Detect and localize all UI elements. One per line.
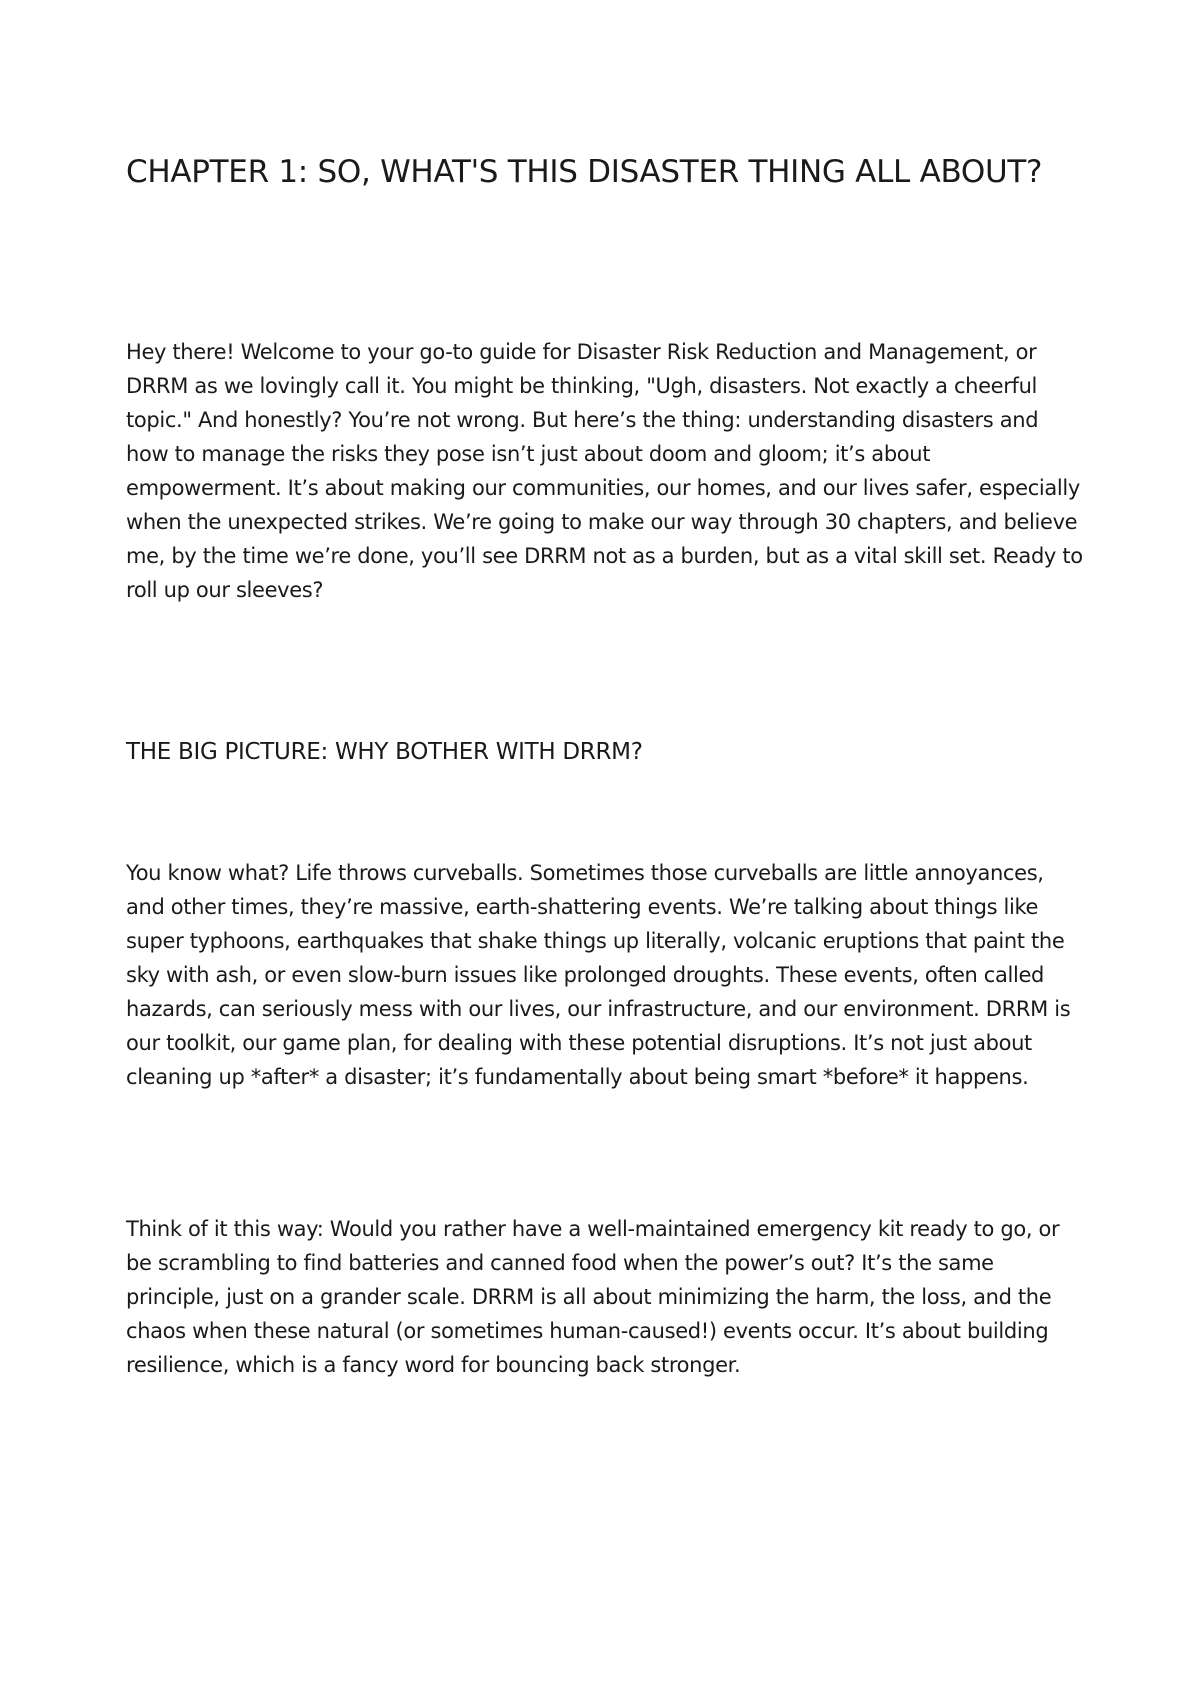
section-heading: THE BIG PICTURE: WHY BOTHER WITH DRRM? [126,739,643,765]
section-paragraph-2: Think of it this way: Would you rather have a well-maintained emergency kit ready to go, or be scrambling to find batteries and canned food when the power’s out? It’s the same principle, just on a grander scale. DRRM is all about minimizing the harm, the loss, and the chaos when these natural (or sometimes human-caused!) events occur. It’s about building resilience, which is a fancy word for bouncing back stronger. [126,1217,1060,1377]
chapter-title: CHAPTER 1: SO, WHAT'S THIS DISASTER THING ALL ABOUT? [126,154,1043,190]
intro-paragraph: Hey there! Welcome to your go-to guide for Disaster Risk Reduction and Management, or DRRM as we lovingly call it. You might be thinking, "Ugh, disasters. Not exactly a cheerful topic." And honestly? You’re not wrong. But here’s the thing: understanding disasters and how to manage the risks they pose isn’t just about doom and gloom; it’s about empowerment. It’s about making our communities, our homes, and our lives safer, especially when the unexpected strikes. We’re going to make our way through 30 chapters, and believe me, by the time we’re done, you’ll see DRRM not as a burden, but as a vital skill set. Ready to roll up our sleeves? [126,340,1083,602]
section-paragraph-1: You know what? Life throws curveballs. Sometimes those curveballs are little annoyances, and other times, they’re massive, earth-shattering events. We’re talking about things like super typhoons, earthquakes that shake things up literally, volcanic eruptions that paint the sky with ash, or even slow-burn issues like prolonged droughts. These events, often called hazards, can seriously mess with our lives, our infrastructure, and our environment. DRRM is our toolkit, our game plan, for dealing with these potential disruptions. It’s not just about cleaning up *after* a disaster; it’s fundamentally about being smart *before* it happens. [126,861,1071,1089]
